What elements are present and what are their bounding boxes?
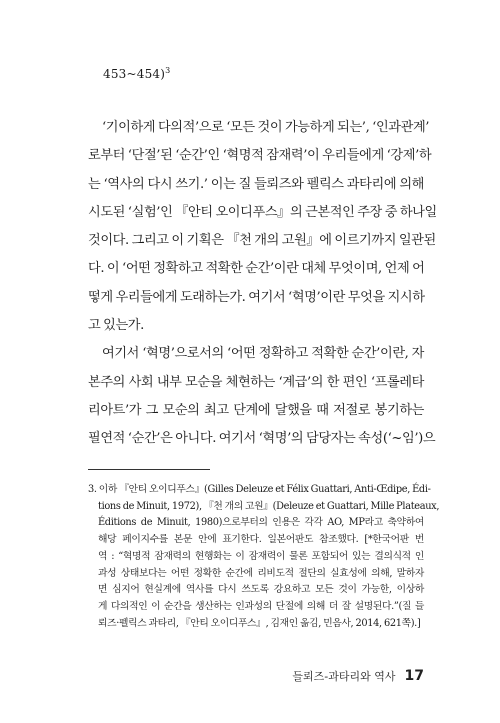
footnote-line: Éditions de Minuit, 1980)으로부터의 인용은 각각 AO, MP라고 축약하여 [98, 517, 424, 529]
footnote-line: 게 다의적인 이 순간을 생산하는 인과성의 단절에 의해 더 잘 설명된다.”(질 들 [98, 600, 424, 612]
footnote-line: 해당 페이지수를 본문 안에 표기한다. 일본어판도 참조했다. [*한국어판 번 [98, 534, 424, 546]
body-line: 것이다. 그리고 이 기획은 『천 개의 고원』에 이르기까지 일관된 [88, 233, 436, 249]
footnote-line: 뢰즈·펠릭스 과타리, 『안티 오이디푸스』, 김재인 옮김, 민음사, 2014, 621쪽).] [98, 617, 421, 629]
footnote-line: tions de Minuit, 1972), 『천 개의 고원』(Deleuze et Guattari, Mille Plateaux, [98, 500, 440, 512]
body-line: ‘기이하게 다의적’으로 ‘모든 것이 가능하게 되는’, ‘인과관계’ [102, 120, 430, 135]
footnote-divider [88, 469, 210, 470]
body-line: 는 ‘역사의 다시 쓰기.’ 이는 질 들뢰즈와 펠릭스 과타리에 의해 [88, 176, 424, 192]
body-line: 리아트’가 그 모순의 최고 단계에 달했을 때 저절로 봉기하는 [88, 402, 424, 418]
body-line: 필연적 ‘순간’은 아니다. 여기서 ‘혁명’의 담당자는 속성(‘~임’)으 [88, 431, 436, 447]
body-line: 다. 이 ‘어떤 정확하고 적확한 순간’이란 대체 무엇이며, 언제 어 [88, 261, 425, 277]
body-line: 본주의 사회 내부 모순을 체현하는 ‘계급’의 한 편인 ‘프롤레타 [88, 374, 424, 390]
footnote-ref: 3 [165, 66, 171, 75]
running-title: 들뢰즈-과타리와 역사 [292, 670, 396, 683]
body-text [88, 114, 437, 454]
footnote-line: 과성 상태보다는 어떤 정확한 순간에 리비도적 절단의 실효성에 의해, 말하자 [98, 567, 424, 579]
footnote-line: 역 : “혁명적 잠재력의 현행화는 이 잠재력이 물론 포함되어 있는 결의식적 인 [98, 550, 424, 562]
body-line: 시도된 ‘실험’인 『안티 오이디푸스』의 근본적인 주장 중 하나일 [88, 204, 437, 220]
page-footer [292, 668, 424, 684]
footnote [88, 482, 440, 632]
body-line: 떻게 우리들에게 도래하는가. 여기서 ‘혁명’이란 무엇을 지시하 [88, 289, 425, 305]
carry-over-citation [103, 66, 170, 81]
body-line: 여기서 ‘혁명’으로서의 ‘어떤 정확하고 적확한 순간’이란, 자 [102, 346, 424, 362]
body-line: 고 있는가. [88, 318, 144, 334]
footnote-line: 3. 이하 『안티 오이디푸스』(Gilles Deleuze et Félix Guattari, Anti-Œdipe, Édi- [88, 484, 431, 495]
footnote-line: 면 심지어 현실계에 역사를 다시 쓰도록 강요하고 모든 것이 가능한, 이상하 [98, 584, 424, 596]
page-number: 17 [404, 668, 424, 684]
carry-over-text: 453~454) [103, 67, 166, 81]
body-line: 로부터 ‘단절’된 ‘순간’인 ‘혁명적 잠재력’이 우리들에게 ‘강제’하 [88, 148, 432, 164]
